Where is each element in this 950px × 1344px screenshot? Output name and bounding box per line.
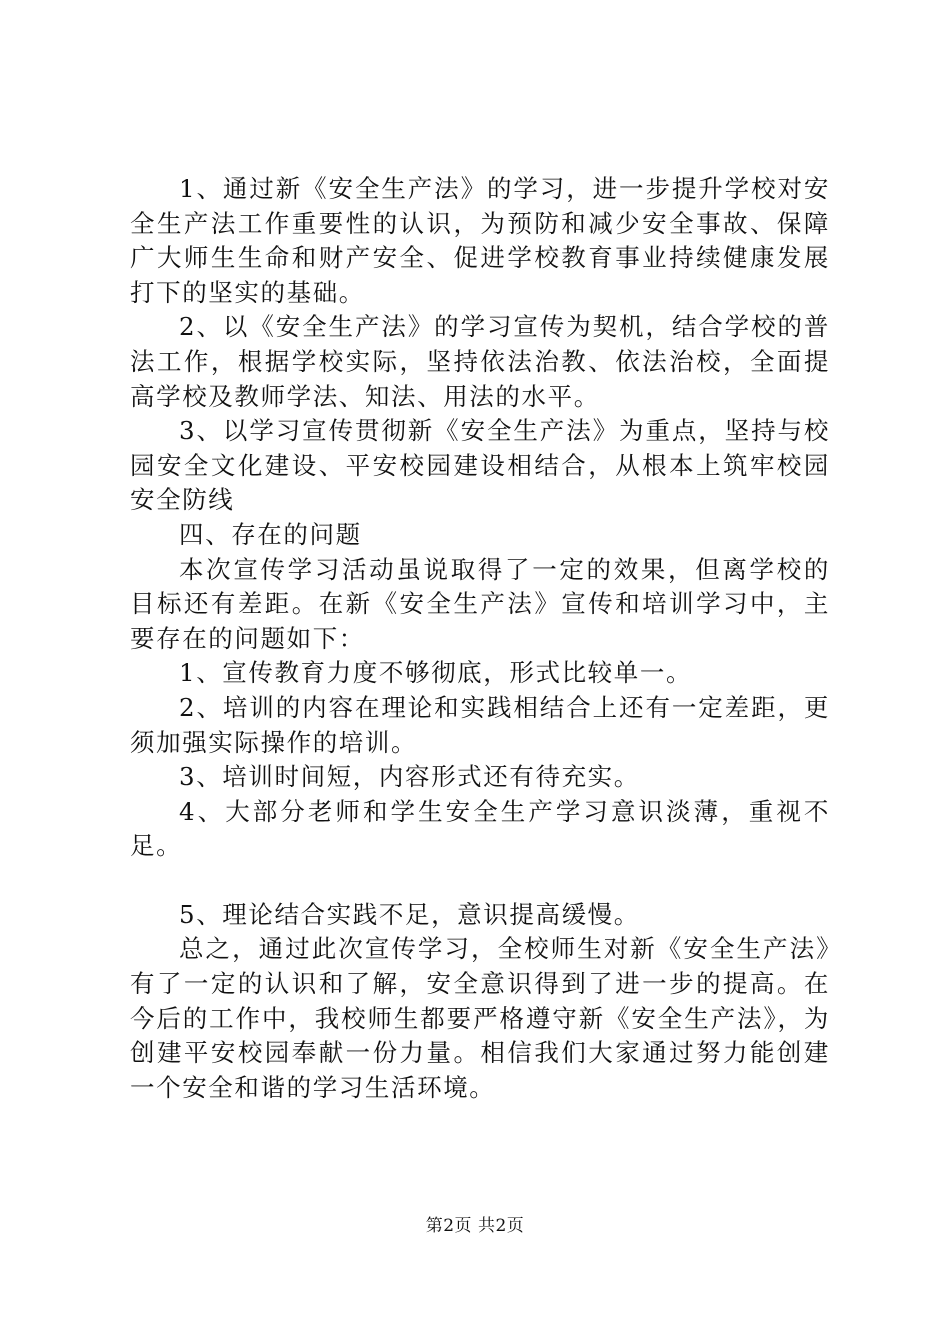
paragraph-problems-intro: 本次宣传学习活动虽说取得了一定的效果，但离学校的目标还有差距。在新《安全生产法》宣传和培训学习中，主要存在的问题如下： bbox=[130, 554, 830, 653]
paragraph-problem-5: 5、理论结合实践不足，意识提高缓慢。 bbox=[179, 899, 640, 929]
paragraph-problem-3: 3、培训时间短，内容形式还有待充实。 bbox=[179, 762, 640, 792]
document-body bbox=[130, 172, 830, 1105]
section-heading-problems: 四、存在的问题 bbox=[179, 519, 362, 549]
paragraph-problem-4: 4、大部分老师和学生安全生产学习意识淡薄，重视不足。 bbox=[130, 796, 830, 861]
paragraph-goal-1: 1、通过新《安全生产法》的学习，进一步提升学校对安全生产法工作重要性的认识，为预防和减少安全事故、保障广大师生生命和财产安全、促进学校教育事业持续健康发展打下的坚实的基础。 bbox=[130, 174, 830, 307]
paragraph-goal-2: 2、以《安全生产法》的学习宣传为契机，结合学校的普法工作，根据学校实际，坚持依法治教、依法治校，全面提高学校及教师学法、知法、用法的水平。 bbox=[130, 312, 830, 411]
page-footer bbox=[0, 1215, 950, 1237]
paragraph-problem-1: 1、宣传教育力度不够彻底，形式比较单一。 bbox=[179, 658, 693, 688]
paragraph-goal-3: 3、以学习宣传贯彻新《安全生产法》为重点，坚持与校园安全文化建设、平安校园建设相结合，从根本上筑牢校园安全防线 bbox=[130, 416, 830, 515]
paragraph-conclusion: 总之，通过此次宣传学习，全校师生对新《安全生产法》有了一定的认识和了解，安全意识得到了进一步的提高。在今后的工作中，我校师生都要严格遵守新《安全生产法》，为创建平安校园奉献一份力量。相信我们大家通过努力能创建一个安全和谐的学习生活环境。 bbox=[130, 934, 830, 1102]
paragraph-problem-2: 2、培训的内容在理论和实践相结合上还有一定差距，更须加强实际操作的培训。 bbox=[130, 692, 830, 757]
page-number-label: 第2页 共2页 bbox=[425, 1216, 525, 1236]
